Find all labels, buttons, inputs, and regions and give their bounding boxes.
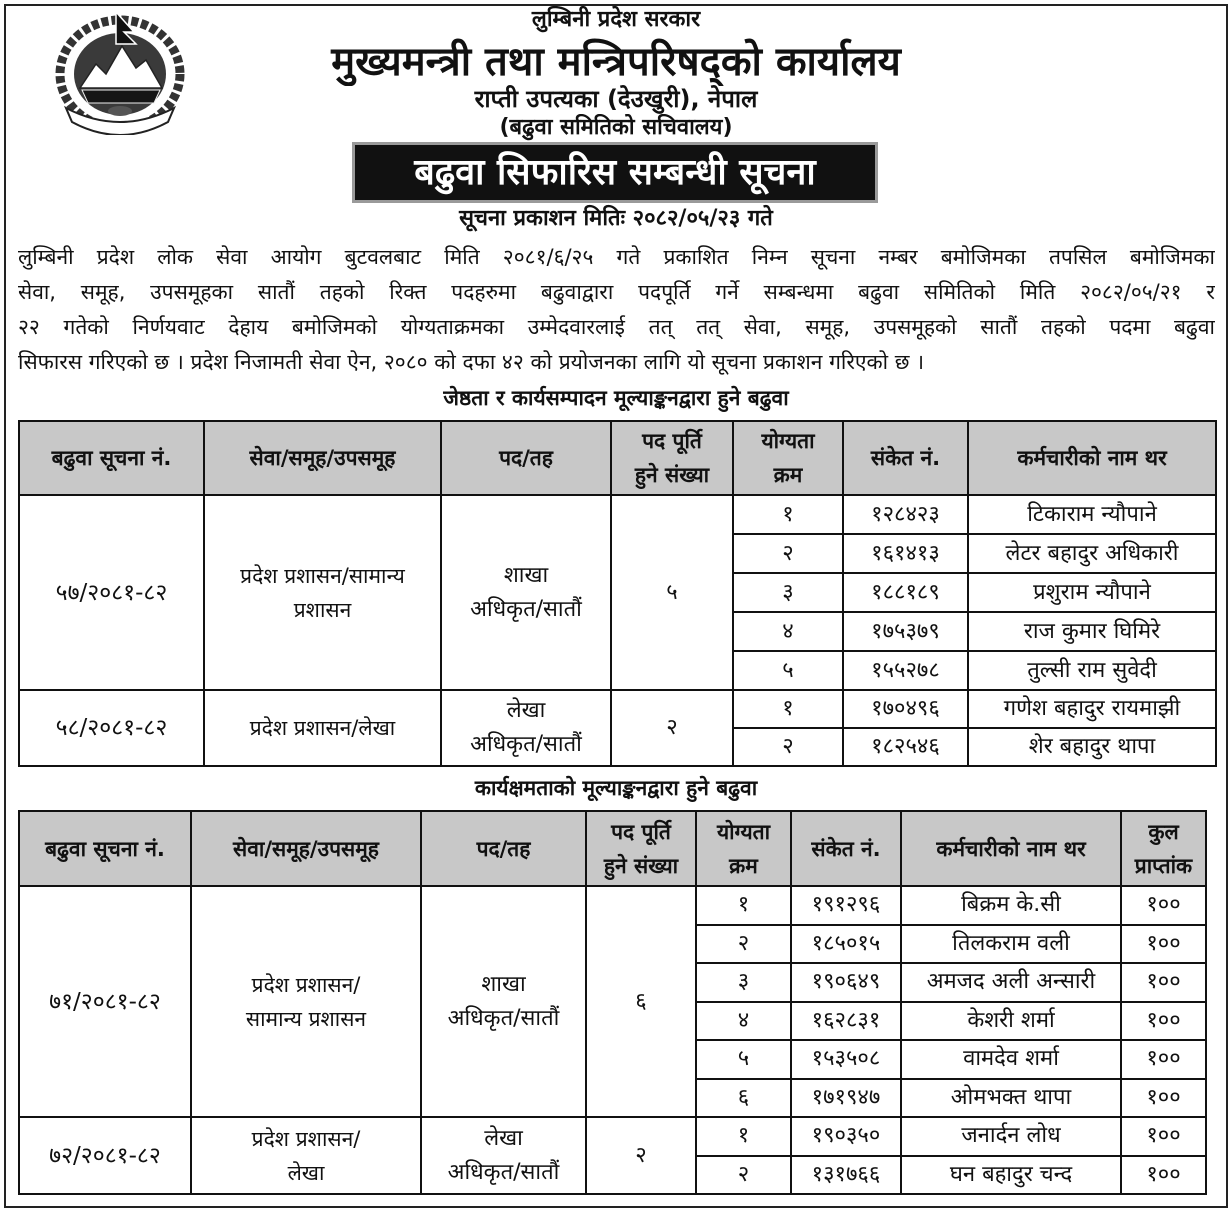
code-number-cell: १८२५४६	[843, 728, 968, 766]
post-level-cell: लेखा अधिकृत/सातौं	[441, 690, 611, 766]
employee-name-cell: वामदेव शर्मा	[901, 1040, 1121, 1079]
merit-rank-cell: १	[696, 1117, 791, 1156]
header-positions-count: पद पूर्ति हुने संख्या	[586, 811, 696, 886]
code-number-cell: १२८४२३	[843, 495, 968, 534]
merit-rank-cell: १	[733, 495, 843, 534]
header-post-level: पद/तह	[441, 421, 611, 495]
total-score-cell: १००	[1121, 1117, 1206, 1156]
secretariat-name: (बढुवा समितिको सचिवालय)	[499, 115, 733, 140]
employee-name-cell: केशरी शर्मा	[901, 1002, 1121, 1041]
total-score-cell: १००	[1121, 1079, 1206, 1118]
code-number-cell: १९१२९६	[791, 886, 901, 925]
notice-title: बढुवा सिफारिस सम्बन्धी सूचना	[414, 152, 816, 193]
total-score-cell: १००	[1121, 886, 1206, 925]
notice-number-cell: ५७/२०८१-८२	[19, 495, 204, 690]
positions-count-cell: ६	[586, 886, 696, 1117]
service-group-cell: प्रदेश प्रशासन/ सामान्य प्रशासन	[191, 886, 421, 1117]
body-line: लुम्बिनी प्रदेश लोक सेवा आयोग बुटवलबाट मिति २०८१/६/२५ गते प्रकाशित निम्न सूचना नम्बर बमोजिमका तपसिल बमोजिमका	[18, 245, 1215, 269]
employee-name-cell: राज कुमार घिमिरे	[968, 612, 1216, 651]
code-number-cell: १८५०१५	[791, 925, 901, 964]
total-score-cell: १००	[1121, 963, 1206, 1002]
total-score-cell: १००	[1121, 1002, 1206, 1041]
employee-name-cell: लेटर बहादुर अधिकारी	[968, 534, 1216, 573]
merit-rank-cell: २	[696, 925, 791, 964]
code-number-cell: १६२८३१	[791, 1002, 901, 1041]
employee-name-cell: घन बहादुर चन्द	[901, 1156, 1121, 1195]
merit-rank-cell: १	[733, 690, 843, 728]
office-address: राप्ती उपत्यका (देउखुरी), नेपाल	[474, 85, 758, 113]
code-number-cell: १७५३७९	[843, 612, 968, 651]
code-number-cell: १३१७६६	[791, 1156, 901, 1195]
header-positions-count: पद पूर्ति हुने संख्या	[611, 421, 733, 495]
header-merit-rank: योग्यता क्रम	[733, 421, 843, 495]
positions-count-cell: २	[586, 1117, 696, 1194]
employee-name-cell: प्रशुराम न्यौपाने	[968, 573, 1216, 612]
body-line: सेवा, समूह, उपसमूहका सातौं तहको रिक्त पदहरुमा बढुवाद्वारा पदपूर्ति गर्ने सम्बन्धमा बढुवा समितिको मिति २०८२/०५/२१ र	[18, 280, 1215, 304]
total-score-cell: १००	[1121, 925, 1206, 964]
notice-number-cell: ५८/२०८१-८२	[19, 690, 204, 766]
employee-name-cell: गणेश बहादुर रायमाझी	[968, 690, 1216, 728]
header-total-score: कुल प्राप्तांक	[1121, 811, 1206, 886]
header-service-group: सेवा/समूह/उपसमूह	[191, 811, 421, 886]
merit-rank-cell: ६	[696, 1079, 791, 1118]
merit-rank-cell: ४	[733, 612, 843, 651]
efficiency-promotion-table	[18, 810, 1207, 1195]
notice-body	[18, 240, 1215, 380]
header-service-group: सेवा/समूह/उपसमूह	[204, 421, 441, 495]
total-score-cell: १००	[1121, 1156, 1206, 1195]
employee-name-cell: तुल्सी राम सुवेदी	[968, 651, 1216, 690]
total-score-cell: १००	[1121, 1040, 1206, 1079]
post-level-cell: शाखा अधिकृत/सातौं	[421, 886, 586, 1117]
code-number-cell: १९०६४९	[791, 963, 901, 1002]
code-number-cell: १७१९४७	[791, 1079, 901, 1118]
header-code-number: संकेत नं.	[791, 811, 901, 886]
merit-rank-cell: ५	[696, 1040, 791, 1079]
body-line: सिफारस गरिएको छ । प्रदेश निजामती सेवा ऐन, २०८० को दफा ४२ को प्रयोजनका लागि यो सूचना प्रकाशन गरिएको छ ।	[18, 350, 925, 374]
seniority-promotion-table	[18, 420, 1217, 767]
table-row	[19, 1117, 1206, 1156]
table-row	[19, 495, 1216, 534]
body-line: २२ गतेको निर्णयवाट देहाय बमोजिमको योग्यताक्रमका उम्मेदवारलाई तत् तत् सेवा, समूह, उपसमूहको सातौं तहको पदमा बढुवा	[18, 315, 1215, 339]
header-notice-number: बढुवा सूचना नं.	[19, 421, 204, 495]
merit-rank-cell: २	[733, 534, 843, 573]
merit-rank-cell: २	[733, 728, 843, 766]
published-date: सूचना प्रकाशन मितिः २०८२/०५/२३ गते	[459, 206, 773, 231]
code-number-cell: १७०४९६	[843, 690, 968, 728]
header-employee-name: कर्मचारीको नाम थर	[968, 421, 1216, 495]
merit-rank-cell: २	[696, 1156, 791, 1195]
code-number-cell: १५५२७८	[843, 651, 968, 690]
code-number-cell: १८८१८९	[843, 573, 968, 612]
header-employee-name: कर्मचारीको नाम थर	[901, 811, 1121, 886]
section-heading-efficiency: कार्यक्षमताको मूल्याङ्कनद्वारा हुने बढुवा	[474, 776, 758, 800]
positions-count-cell: २	[611, 690, 733, 766]
employee-name-cell: तिलकराम वली	[901, 925, 1121, 964]
code-number-cell: १६१४१३	[843, 534, 968, 573]
code-number-cell: १९०३५०	[791, 1117, 901, 1156]
code-number-cell: १५३५०८	[791, 1040, 901, 1079]
notice-title-banner	[355, 145, 875, 200]
header-merit-rank: योग्यता क्रम	[696, 811, 791, 886]
table-row	[19, 690, 1216, 728]
merit-rank-cell: ४	[696, 1002, 791, 1041]
table-header-row	[19, 421, 1216, 495]
employee-name-cell: जनार्दन लोध	[901, 1117, 1121, 1156]
employee-name-cell: टिकाराम न्यौपाने	[968, 495, 1216, 534]
employee-name-cell: शेर बहादुर थापा	[968, 728, 1216, 766]
post-level-cell: शाखा अधिकृत/सातौं	[441, 495, 611, 690]
post-level-cell: लेखा अधिकृत/सातौं	[421, 1117, 586, 1194]
header-post-level: पद/तह	[421, 811, 586, 886]
service-group-cell: प्रदेश प्रशासन/लेखा	[204, 690, 441, 766]
government-name: लुम्बिनी प्रदेश सरकार	[531, 7, 701, 32]
employee-name-cell: अमजद अली अन्सारी	[901, 963, 1121, 1002]
header-code-number: संकेत नं.	[843, 421, 968, 495]
merit-rank-cell: ३	[733, 573, 843, 612]
merit-rank-cell: ३	[696, 963, 791, 1002]
notice-number-cell: ७१/२०८१-८२	[19, 886, 191, 1117]
section-heading-seniority: जेष्ठता र कार्यसम्पादन मूल्याङ्कनद्वारा हुने बढुवा	[443, 386, 789, 410]
notice-number-cell: ७२/२०८१-८२	[19, 1117, 191, 1194]
service-group-cell: प्रदेश प्रशासन/ लेखा	[191, 1117, 421, 1194]
employee-name-cell: ओमभक्त थापा	[901, 1079, 1121, 1118]
service-group-cell: प्रदेश प्रशासन/सामान्य प्रशासन	[204, 495, 441, 690]
table-row	[19, 886, 1206, 925]
office-name: मुख्यमन्त्री तथा मन्त्रिपरिषद्को कार्यालय	[331, 39, 901, 85]
table-header-row	[19, 811, 1206, 886]
employee-name-cell: बिक्रम के.सी	[901, 886, 1121, 925]
header-notice-number: बढुवा सूचना नं.	[19, 811, 191, 886]
merit-rank-cell: १	[696, 886, 791, 925]
positions-count-cell: ५	[611, 495, 733, 690]
merit-rank-cell: ५	[733, 651, 843, 690]
